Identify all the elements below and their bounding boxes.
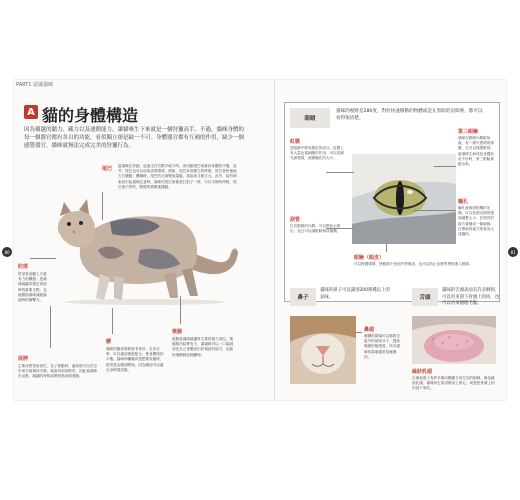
cat-eye-photo (352, 154, 456, 244)
page-title: 貓的身體構造 (42, 106, 139, 125)
iris-pointer (326, 172, 354, 173)
shoulder-text: 主要成對搭肩部位，為了移動時，讓前肢可以在空中或平地保持平衡，就會用到肩胛骨，因此當貓咪在走路、跳躍的時候肩胛骨都會跟著動。 (18, 364, 98, 379)
tear-duct-text: 位於眼睛的內側，可以將淚水排出，並且可以讓眼睛保持濕潤。 (290, 224, 341, 234)
nose-tag: 鼻子 (290, 288, 316, 306)
third-eyelid-pointer (434, 166, 456, 167)
papillae-label: 絲狀乳頭 (412, 369, 433, 375)
tongue-tag: 舌頭 (412, 288, 438, 306)
waist-pointer (112, 308, 113, 334)
eyelid-text: 可以保護眼睛，使眼睛不受到外界傷害，也可以防止灰塵等異物進入眼睛。 (354, 262, 473, 266)
third-eyelid-label: 第三眼瞼 (458, 129, 479, 135)
nose-intro: 貓咪的鼻子可以識別200萬種以上的氣味。 (320, 288, 390, 300)
cat-tongue-photo (412, 316, 496, 364)
part-label: PART1 認識貓咪 (16, 82, 54, 88)
iris-label: 虹膜 (290, 139, 301, 145)
elbow-pointer (30, 258, 56, 259)
papillae-text: 舌頭表面上有許多朝向喉嚨方向生長的倒刺，稱為絲狀乳頭，貓咪用它來清理身上的毛，或是把骨頭上的肉刮下來吃。 (412, 376, 495, 391)
tail-text: 當貓咪在奔跑、追逐走在有限平地方時，會用動尾巴來維持身體的平衡。此外，尾巴也可以用來表現情緒，例如，尾巴高高豎立的時候，尾巴會快速地左右擺動；驚嚇時，尾巴的毛會變成蓬鬆，看起來又粗又大。此外，當有個東西引起貓咪注意時，貓咪的尾巴會像是打拍子一樣，可以平靜的時候，尾巴會不停的、輕輕的微微地擺動。 (118, 164, 237, 189)
waist-text: 貓咪的腰部柔軟度非常好，在步行時，可以讓前後肢配合，使身體保持平衡。貓咪伸懶腰或是想要放鬆時，經常是由腰部開始，因為腰部可以讓全身伸展放鬆。 (106, 347, 164, 372)
hind-leg-pointer (180, 296, 181, 324)
waist-label: 腰 (106, 339, 112, 345)
nostril-text: 濕潤的鼻頭可以黏附空氣中的氣味分子，提高嗅覺的敏感度，所以貓咪的鼻頭通常是濕濕的。 (364, 334, 400, 359)
eyes-intro: 貓咪的視野是280度，對於快速移動的物體或是在黑暗的房間裡，都可以看得很清楚。 (336, 109, 483, 121)
page-gutter (274, 80, 275, 400)
elbow-text: 肘部是前腳上方最有力的關節。是貓咪跳躍或穩定著陸時的重要支點，也能幫助貓咪減緩落地時的衝擊力。 (18, 272, 47, 303)
pupil-text: 瞳孔就像照相機的光圈，可以依照光線的強弱調整大小，在明亮的地方會瞇成一條細線，在黑暗的地方則會放大成圓形。 (458, 206, 494, 237)
cat-illustration (40, 190, 250, 305)
nostril-pointer (356, 332, 362, 333)
left-page-number: 80 (2, 247, 12, 257)
eyes-tag: 眼睛 (290, 108, 330, 128)
cat-nose-photo (290, 316, 356, 384)
right-page-number: 81 (508, 247, 518, 257)
intro-paragraph: 因為優越的聽力、藏力以及運動能力，讓貓咪生下來就是一個狩獵高手。不過，貓咪身體的每一個器官都有各自的功能，看似獨立卻是缺一不可。身體器官都有互補的作用，缺少一個感覺器官，貓咪就無法完成完美的狩獵行為。 (24, 127, 245, 149)
nostril-label: 鼻頭 (364, 327, 375, 333)
shoulder-pointer (50, 306, 51, 348)
hind-leg-label: 後腿 (172, 329, 183, 335)
section-badge: A (24, 105, 38, 119)
book-spread (14, 80, 506, 400)
eyelid-pointer (386, 244, 387, 252)
tear-duct-label: 淚管 (290, 217, 301, 223)
pupil-pointer (414, 210, 456, 211)
tail-label: 尾巴 (102, 166, 113, 172)
pupil-label: 瞳孔 (458, 199, 469, 205)
tail-pointer (102, 192, 103, 220)
third-eyelid-text: 貓咪在眼睛內側眼角處，有一層半透明的薄膜，它可以保護眼球，當貓咪生病或是身體狀況不好時，第三眼瞼會跑出來。 (458, 136, 494, 167)
eyelid-label: 眼瞼（眼皮） (354, 255, 385, 261)
hind-leg-text: 後腿是貓咪跳躍時主要的施力部位。後腿肌肉結實有力，讓貓咪可以一口氣跳到比自己身體高出好幾倍的地方，也能快速衝刺追捕獵物。 (172, 337, 234, 357)
tongue-intro: 貓咪的舌頭表面有許多倒刺，可以用來刮下骨頭上的肉，也可以用來梳理毛髮。 (442, 288, 500, 306)
iris-text: 是眼睛中間有顏色的部分。虹膜上有大量色素細胞的作用，可以依據光線強弱，改變瞳孔的大小。 (290, 146, 344, 161)
shoulder-label: 肩胛 (18, 356, 29, 362)
elbow-label: 肘部 (18, 264, 29, 270)
